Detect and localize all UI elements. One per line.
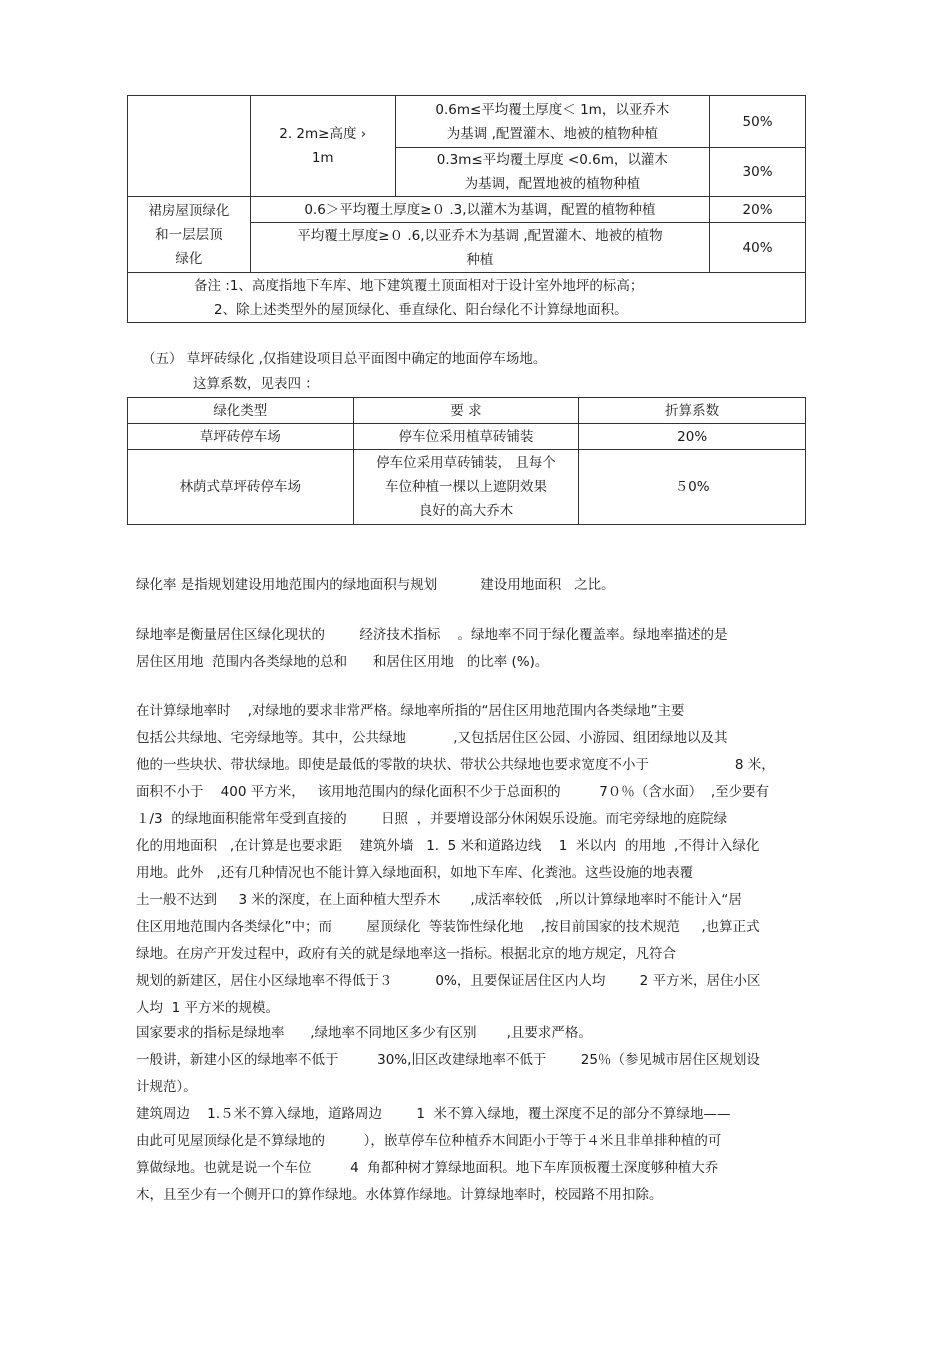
paragraph-green-ratio-definition (136, 622, 816, 676)
cell-line: 为基调 ,配置灌木、地被的植物种植 (446, 125, 658, 142)
cell-line: 平均覆土厚度≥０ .6,以亚乔木为基调 ,配置灌木、地被的植物 (297, 227, 663, 244)
coefficient-cell: 50% (710, 96, 806, 148)
para-line: 居住区用地 范围内各类绿地的总和 和居住区用地 的比率 (%)。 (136, 654, 549, 670)
para-line: 计规范）。 (136, 1079, 197, 1095)
cell-line: 和一层层顶 (155, 226, 223, 243)
parking-greening-table (127, 397, 806, 525)
requirement-cell: 停车位采用植草砖铺装 (353, 424, 579, 450)
category-cell-empty (128, 96, 251, 197)
para-line: 住区用地范围内各类绿化”中；而 屋顶绿化 等装饰性绿化地 ,按目前国家的技术规范 ,也算正式 (136, 919, 760, 935)
requirement-cell (353, 450, 579, 525)
note-line: 2、除上述类型外的屋顶绿化、垂直绿化、阳台绿化不计算绿地面积。 (214, 301, 628, 318)
para-line: 在计算绿地率时 ,对绿地的要求非常严格。绿地率所指的“居住区用地范围内各类绿地”主要 (136, 703, 685, 719)
cell-line: 车位种植一棵以上遮阴效果 (384, 479, 547, 495)
cell-line: 停车位采用草砖铺装， 且每个 (376, 455, 556, 471)
para-line: 面积不小于 400 平方米， 该用地范围内的绿化面积不少于总面积的 7０％（含水面） ,至少要有 (136, 784, 770, 800)
para-line: 他的一些块状、带状绿地。即使是最低的零散的块状、带状公共绿地也要求宽度不小于 8 米， (136, 757, 775, 773)
para-line: 木，且至少有一个侧开口的算作绿地。水体算作绿地。计算绿地率时，校园路不用扣除。 (136, 1187, 663, 1203)
section-subline: 这算系数，见表四 ： (193, 376, 319, 392)
header-requirement: 要 求 (353, 398, 579, 424)
notes-cell (128, 273, 806, 323)
para-line: 包括公共绿地、宅旁绿地等。其中，公共绿地 ,又包括居住区公园、小游园、组团绿地以及其 (136, 730, 728, 746)
requirement-cell (250, 223, 709, 273)
para-line: 算做绿地。也就是说一个车位 4 角都种树才算绿地面积。地下车库顶板覆土深度够种植大乔 (136, 1160, 719, 1176)
requirement-cell (395, 96, 710, 148)
para-line: １/3 的绿地面积能常年受到直接的 日照 ，并要增设部分休闲娱乐设施。而宅旁绿地的庭院绿 (136, 811, 728, 827)
coefficient-cell: ５0% (579, 450, 806, 525)
type-cell: 林荫式草坪砖停车场 (128, 450, 354, 525)
para-line: 一般讲，新建小区的绿地率不低于 30%,旧区改建绿地率不低于 25％（参见城市居住区规划设 (136, 1052, 760, 1068)
header-type: 绿化类型 (128, 398, 354, 424)
section-heading: （五） 草坪砖绿化 ,仅指建设项目总平面图中确定的地面停车场地。 (142, 351, 547, 367)
cell-line: 0.6m≤平均覆土厚度＜ 1m，以亚乔木 (435, 101, 670, 118)
coefficient-cell: 40% (710, 223, 806, 273)
cell-line: 为基调，配置地被的植物种植 (464, 176, 641, 192)
height-range-cell (250, 96, 395, 197)
para-line: 人均 1 平方米的规模。 (136, 1000, 279, 1016)
coefficient-cell: 30% (710, 148, 806, 197)
category-cell (128, 197, 251, 273)
cell-line: 0.3m≤平均覆土厚度 <0.6m，以灌木 (436, 152, 668, 168)
note-line: 备注 :1、高度指地下车库、地下建筑覆土顶面相对于设计室外地坪的标高； (194, 277, 644, 294)
para-line: 绿化率 是指规划建设用地范围内的绿地面积与规划 建设用地面积 之比。 (136, 577, 615, 593)
para-line: 规划的新建区，居住小区绿地率不得低于３ 0%，且要保证居住区内人均 2 平方米，居住小区 (136, 973, 761, 989)
cell-line: 绿化 (175, 250, 203, 267)
cell-line: 裙房屋顶绿化 (148, 202, 230, 219)
para-line: 用地。此外 ,还有几种情况也不能计算入绿地面积，如地下车库、化粪池。这些设施的地表覆 (136, 865, 694, 881)
paragraph-national-standards (136, 1020, 816, 1209)
cell-line: 种植 (466, 251, 494, 268)
type-cell: 草坪砖停车场 (128, 424, 354, 450)
para-line: 绿地。在房产开发过程中，政府有关的就是绿地率这一指标。根据北京的地方规定，凡符合 (136, 946, 676, 962)
para-line: 国家要求的指标是绿地率 ,绿地率不同地区多少有区别 ,且要求严格。 (136, 1025, 592, 1041)
para-line: 建筑周边 1.５米不算入绿地，道路周边 1 米不算入绿地，覆土深度不足的部分不算绿地—— (136, 1106, 731, 1122)
coefficient-cell: 20% (710, 197, 806, 223)
cell-line: 1m (311, 150, 334, 166)
para-line: 绿地率是衡量居住区绿化现状的 经济技术指标 。绿地率不同于绿化覆盖率。绿地率描述的是 (136, 627, 728, 643)
coefficient-cell: 20% (579, 424, 806, 450)
paragraph-green-rate (136, 572, 816, 599)
cell-line: 2. 2m≥高度 › (279, 126, 367, 142)
para-line: 土一般不达到 3 米的深度，在上面种植大型乔木 ,成活率较低 ,所以计算绿地率时不能计入“居 (136, 892, 742, 908)
para-line: 由此可见屋顶绿化是不算绿地的 ），嵌草停车位种植乔木间距小于等于４米且非单排种植的可 (136, 1133, 722, 1149)
header-coefficient: 折算系数 (579, 398, 806, 424)
requirement-cell: 0.6＞平均覆土厚度≥０ .3,以灌木为基调，配置的植物种植 (250, 197, 709, 223)
requirement-cell (395, 148, 710, 197)
cell-line: 良好的高大乔木 (418, 503, 514, 519)
paragraph-calculation-rules (136, 698, 816, 1022)
roof-greening-table (127, 95, 806, 323)
para-line: 化的用地面积 ,在计算是也要求距 建筑外墙 1. 5 米和道路边线 1 米以内 的用地 ,不得计入绿化 (136, 838, 760, 854)
